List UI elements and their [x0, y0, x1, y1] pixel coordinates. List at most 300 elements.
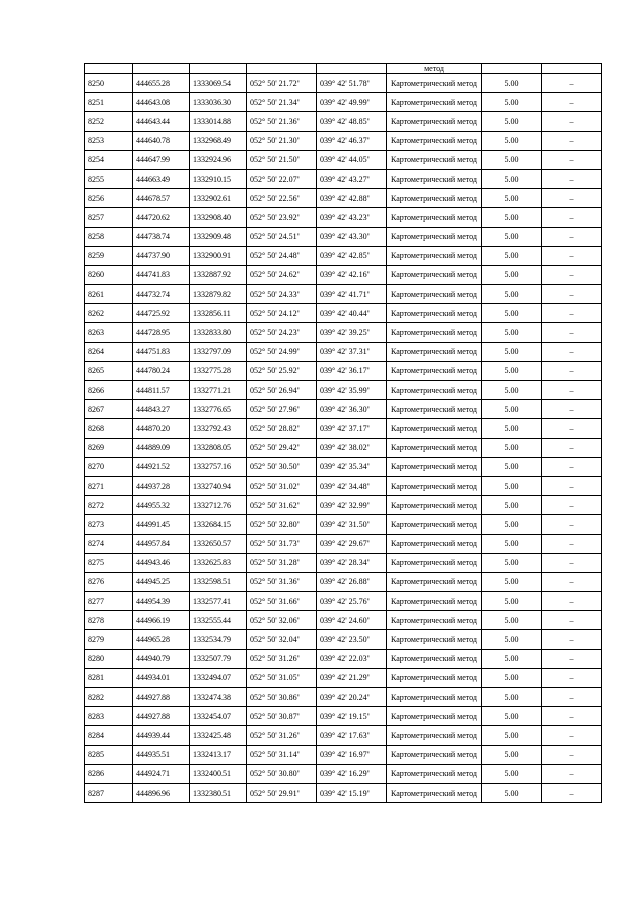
method-cell: Картометрический метод [387, 764, 482, 783]
latitude-cell: 052° 50' 23.92" [247, 208, 317, 227]
point-number-cell: 8271 [85, 476, 133, 495]
y-coordinate-cell: 1332740.94 [190, 476, 247, 495]
table-row [85, 668, 602, 687]
method-cell: Картометрический метод [387, 323, 482, 342]
method-cell: Картометрический метод [387, 131, 482, 150]
accuracy-cell: 5.00 [482, 169, 542, 188]
longitude-cell: 039° 42' 22.03" [317, 649, 387, 668]
x-coordinate-cell: 444921.52 [133, 457, 190, 476]
x-coordinate-cell: 444940.79 [133, 649, 190, 668]
x-coordinate-cell: 444935.51 [133, 745, 190, 764]
point-number-cell: 8280 [85, 649, 133, 668]
y-coordinate-cell: 1332684.15 [190, 515, 247, 534]
extra-cell: – [542, 227, 602, 246]
point-number-cell: 8260 [85, 265, 133, 284]
table-row [85, 726, 602, 745]
x-coordinate-cell: 444720.62 [133, 208, 190, 227]
latitude-cell: 052° 50' 24.48" [247, 246, 317, 265]
continuation-row [85, 64, 602, 74]
point-number-cell: 8265 [85, 361, 133, 380]
accuracy-cell: 5.00 [482, 285, 542, 304]
table-row [85, 169, 602, 188]
y-coordinate-cell: 1332924.96 [190, 150, 247, 169]
latitude-cell: 052° 50' 24.33" [247, 285, 317, 304]
table-row [85, 74, 602, 93]
x-coordinate-cell: 444943.46 [133, 553, 190, 572]
method-cell: Картометрический метод [387, 668, 482, 687]
point-number-cell: 8276 [85, 572, 133, 591]
extra-cell: – [542, 304, 602, 323]
point-number-cell: 8287 [85, 783, 133, 802]
cell-empty [542, 64, 602, 74]
method-cell: Картометрический метод [387, 726, 482, 745]
x-coordinate-cell: 444870.20 [133, 419, 190, 438]
table-row [85, 592, 602, 611]
table-row [85, 764, 602, 783]
accuracy-cell: 5.00 [482, 726, 542, 745]
longitude-cell: 039° 42' 37.31" [317, 342, 387, 361]
method-cell: Картометрический метод [387, 457, 482, 476]
method-cell: Картометрический метод [387, 265, 482, 284]
accuracy-cell: 5.00 [482, 592, 542, 611]
x-coordinate-cell: 444732.74 [133, 285, 190, 304]
longitude-cell: 039° 42' 31.50" [317, 515, 387, 534]
point-number-cell: 8269 [85, 438, 133, 457]
point-number-cell: 8273 [85, 515, 133, 534]
table-row [85, 611, 602, 630]
longitude-cell: 039° 42' 19.15" [317, 707, 387, 726]
accuracy-cell: 5.00 [482, 74, 542, 93]
x-coordinate-cell: 444643.44 [133, 112, 190, 131]
y-coordinate-cell: 1332413.17 [190, 745, 247, 764]
latitude-cell: 052° 50' 31.14" [247, 745, 317, 764]
x-coordinate-cell: 444737.90 [133, 246, 190, 265]
latitude-cell: 052° 50' 29.91" [247, 783, 317, 802]
point-number-cell: 8278 [85, 611, 133, 630]
latitude-cell: 052° 50' 31.26" [247, 726, 317, 745]
extra-cell: – [542, 419, 602, 438]
accuracy-cell: 5.00 [482, 246, 542, 265]
latitude-cell: 052° 50' 21.50" [247, 150, 317, 169]
table-row [85, 534, 602, 553]
latitude-cell: 052° 50' 21.34" [247, 93, 317, 112]
point-number-cell: 8255 [85, 169, 133, 188]
latitude-cell: 052° 50' 31.62" [247, 496, 317, 515]
method-cell: Картометрический метод [387, 476, 482, 495]
latitude-cell: 052° 50' 28.82" [247, 419, 317, 438]
point-number-cell: 8258 [85, 227, 133, 246]
accuracy-cell: 5.00 [482, 304, 542, 323]
accuracy-cell: 5.00 [482, 611, 542, 630]
y-coordinate-cell: 1332902.61 [190, 189, 247, 208]
x-coordinate-cell: 444643.08 [133, 93, 190, 112]
extra-cell: – [542, 764, 602, 783]
latitude-cell: 052° 50' 25.92" [247, 361, 317, 380]
longitude-cell: 039° 42' 35.99" [317, 381, 387, 400]
table-row [85, 361, 602, 380]
latitude-cell: 052° 50' 31.02" [247, 476, 317, 495]
y-coordinate-cell: 1333069.54 [190, 74, 247, 93]
extra-cell: – [542, 649, 602, 668]
longitude-cell: 039° 42' 28.34" [317, 553, 387, 572]
y-coordinate-cell: 1332808.05 [190, 438, 247, 457]
table-row [85, 457, 602, 476]
method-cell: Картометрический метод [387, 169, 482, 188]
x-coordinate-cell: 444966.19 [133, 611, 190, 630]
accuracy-cell: 5.00 [482, 707, 542, 726]
table-row [85, 745, 602, 764]
method-cell: Картометрический метод [387, 611, 482, 630]
y-coordinate-cell: 1332494.07 [190, 668, 247, 687]
point-number-cell: 8275 [85, 553, 133, 572]
y-coordinate-cell: 1332534.79 [190, 630, 247, 649]
y-coordinate-cell: 1332771.21 [190, 381, 247, 400]
table-row [85, 476, 602, 495]
extra-cell: – [542, 112, 602, 131]
accuracy-cell: 5.00 [482, 572, 542, 591]
accuracy-cell: 5.00 [482, 783, 542, 802]
latitude-cell: 052° 50' 24.62" [247, 265, 317, 284]
accuracy-cell: 5.00 [482, 131, 542, 150]
method-cell: Картометрический метод [387, 189, 482, 208]
latitude-cell: 052° 50' 32.04" [247, 630, 317, 649]
extra-cell: – [542, 515, 602, 534]
longitude-cell: 039° 42' 38.02" [317, 438, 387, 457]
extra-cell: – [542, 285, 602, 304]
latitude-cell: 052° 50' 21.36" [247, 112, 317, 131]
table-row [85, 93, 602, 112]
extra-cell: – [542, 668, 602, 687]
longitude-cell: 039° 42' 49.99" [317, 93, 387, 112]
extra-cell: – [542, 150, 602, 169]
method-cell: Картометрический метод [387, 496, 482, 515]
accuracy-cell: 5.00 [482, 476, 542, 495]
point-number-cell: 8252 [85, 112, 133, 131]
cell-empty [190, 64, 247, 74]
table-row [85, 707, 602, 726]
table-row [85, 323, 602, 342]
longitude-cell: 039° 42' 43.23" [317, 208, 387, 227]
method-cell: Картометрический метод [387, 93, 482, 112]
x-coordinate-cell: 444927.88 [133, 688, 190, 707]
extra-cell: – [542, 688, 602, 707]
method-cell: Картометрический метод [387, 707, 482, 726]
longitude-cell: 039° 42' 36.30" [317, 400, 387, 419]
y-coordinate-cell: 1332910.15 [190, 169, 247, 188]
y-coordinate-cell: 1332833.80 [190, 323, 247, 342]
x-coordinate-cell: 444955.32 [133, 496, 190, 515]
accuracy-cell: 5.00 [482, 649, 542, 668]
latitude-cell: 052° 50' 27.96" [247, 400, 317, 419]
accuracy-cell: 5.00 [482, 438, 542, 457]
x-coordinate-cell: 444843.27 [133, 400, 190, 419]
accuracy-cell: 5.00 [482, 112, 542, 131]
x-coordinate-cell: 444811.57 [133, 381, 190, 400]
table-row [85, 131, 602, 150]
table-row [85, 246, 602, 265]
table-row [85, 227, 602, 246]
extra-cell: – [542, 169, 602, 188]
point-number-cell: 8270 [85, 457, 133, 476]
extra-cell: – [542, 592, 602, 611]
table-row [85, 438, 602, 457]
y-coordinate-cell: 1332380.51 [190, 783, 247, 802]
extra-cell: – [542, 496, 602, 515]
extra-cell: – [542, 726, 602, 745]
x-coordinate-cell: 444896.96 [133, 783, 190, 802]
cell-empty [482, 64, 542, 74]
point-number-cell: 8286 [85, 764, 133, 783]
x-coordinate-cell: 444965.28 [133, 630, 190, 649]
x-coordinate-cell: 444939.44 [133, 726, 190, 745]
method-cell: Картометрический метод [387, 74, 482, 93]
longitude-cell: 039° 42' 42.16" [317, 265, 387, 284]
table-row [85, 285, 602, 304]
y-coordinate-cell: 1332425.48 [190, 726, 247, 745]
method-cell: Картометрический метод [387, 112, 482, 131]
method-cell: Картометрический метод [387, 649, 482, 668]
latitude-cell: 052° 50' 32.06" [247, 611, 317, 630]
accuracy-cell: 5.00 [482, 227, 542, 246]
method-cell: Картометрический метод [387, 208, 482, 227]
point-number-cell: 8279 [85, 630, 133, 649]
longitude-cell: 039° 42' 51.78" [317, 74, 387, 93]
method-cell: Картометрический метод [387, 745, 482, 764]
latitude-cell: 052° 50' 31.05" [247, 668, 317, 687]
method-cell: Картометрический метод [387, 150, 482, 169]
table-row [85, 112, 602, 131]
accuracy-cell: 5.00 [482, 381, 542, 400]
x-coordinate-cell: 444954.39 [133, 592, 190, 611]
y-coordinate-cell: 1332757.16 [190, 457, 247, 476]
longitude-cell: 039° 42' 43.30" [317, 227, 387, 246]
y-coordinate-cell: 1332879.82 [190, 285, 247, 304]
x-coordinate-cell: 444991.45 [133, 515, 190, 534]
accuracy-cell: 5.00 [482, 553, 542, 572]
longitude-cell: 039° 42' 34.48" [317, 476, 387, 495]
latitude-cell: 052° 50' 21.30" [247, 131, 317, 150]
latitude-cell: 052° 50' 30.50" [247, 457, 317, 476]
method-cell: Картометрический метод [387, 592, 482, 611]
y-coordinate-cell: 1333036.30 [190, 93, 247, 112]
accuracy-cell: 5.00 [482, 150, 542, 169]
point-number-cell: 8257 [85, 208, 133, 227]
x-coordinate-cell: 444927.88 [133, 707, 190, 726]
table-row [85, 630, 602, 649]
latitude-cell: 052° 50' 29.42" [247, 438, 317, 457]
extra-cell: – [542, 246, 602, 265]
accuracy-cell: 5.00 [482, 265, 542, 284]
accuracy-cell: 5.00 [482, 208, 542, 227]
y-coordinate-cell: 1332625.83 [190, 553, 247, 572]
longitude-cell: 039° 42' 23.50" [317, 630, 387, 649]
point-number-cell: 8250 [85, 74, 133, 93]
extra-cell: – [542, 630, 602, 649]
accuracy-cell: 5.00 [482, 668, 542, 687]
method-cell: Картометрический метод [387, 515, 482, 534]
table-row [85, 381, 602, 400]
table-body [85, 64, 602, 803]
cell-empty [247, 64, 317, 74]
method-cell: Картометрический метод [387, 227, 482, 246]
latitude-cell: 052° 50' 24.12" [247, 304, 317, 323]
latitude-cell: 052° 50' 30.86" [247, 688, 317, 707]
longitude-cell: 039° 42' 42.85" [317, 246, 387, 265]
point-number-cell: 8285 [85, 745, 133, 764]
point-number-cell: 8274 [85, 534, 133, 553]
longitude-cell: 039° 42' 17.63" [317, 726, 387, 745]
extra-cell: – [542, 208, 602, 227]
y-coordinate-cell: 1332474.38 [190, 688, 247, 707]
longitude-cell: 039° 42' 25.76" [317, 592, 387, 611]
coordinates-table [84, 63, 602, 803]
point-number-cell: 8277 [85, 592, 133, 611]
point-number-cell: 8256 [85, 189, 133, 208]
accuracy-cell: 5.00 [482, 93, 542, 112]
accuracy-cell: 5.00 [482, 496, 542, 515]
longitude-cell: 039° 42' 41.71" [317, 285, 387, 304]
table-row [85, 649, 602, 668]
latitude-cell: 052° 50' 24.51" [247, 227, 317, 246]
accuracy-cell: 5.00 [482, 745, 542, 764]
table-row [85, 189, 602, 208]
table-row [85, 419, 602, 438]
extra-cell: – [542, 534, 602, 553]
table-row [85, 304, 602, 323]
extra-cell: – [542, 572, 602, 591]
accuracy-cell: 5.00 [482, 342, 542, 361]
x-coordinate-cell: 444741.83 [133, 265, 190, 284]
x-coordinate-cell: 444738.74 [133, 227, 190, 246]
point-number-cell: 8259 [85, 246, 133, 265]
latitude-cell: 052° 50' 30.87" [247, 707, 317, 726]
table-row [85, 553, 602, 572]
extra-cell: – [542, 342, 602, 361]
x-coordinate-cell: 444751.83 [133, 342, 190, 361]
method-cell: Картометрический метод [387, 361, 482, 380]
y-coordinate-cell: 1332776.65 [190, 400, 247, 419]
accuracy-cell: 5.00 [482, 630, 542, 649]
extra-cell: – [542, 707, 602, 726]
table-row [85, 496, 602, 515]
point-number-cell: 8251 [85, 93, 133, 112]
point-number-cell: 8268 [85, 419, 133, 438]
method-cell: Картометрический метод [387, 304, 482, 323]
y-coordinate-cell: 1332900.91 [190, 246, 247, 265]
method-cell: Картометрический метод [387, 246, 482, 265]
cell-empty [85, 64, 133, 74]
latitude-cell: 052° 50' 22.07" [247, 169, 317, 188]
y-coordinate-cell: 1332712.76 [190, 496, 247, 515]
longitude-cell: 039° 42' 16.97" [317, 745, 387, 764]
extra-cell: – [542, 361, 602, 380]
x-coordinate-cell: 444934.01 [133, 668, 190, 687]
x-coordinate-cell: 444889.09 [133, 438, 190, 457]
longitude-cell: 039° 42' 32.99" [317, 496, 387, 515]
longitude-cell: 039° 42' 26.88" [317, 572, 387, 591]
point-number-cell: 8267 [85, 400, 133, 419]
longitude-cell: 039° 42' 43.27" [317, 169, 387, 188]
latitude-cell: 052° 50' 24.23" [247, 323, 317, 342]
x-coordinate-cell: 444678.57 [133, 189, 190, 208]
x-coordinate-cell: 444640.78 [133, 131, 190, 150]
x-coordinate-cell: 444725.92 [133, 304, 190, 323]
method-cell: Картометрический метод [387, 419, 482, 438]
accuracy-cell: 5.00 [482, 688, 542, 707]
point-number-cell: 8264 [85, 342, 133, 361]
accuracy-cell: 5.00 [482, 515, 542, 534]
accuracy-cell: 5.00 [482, 323, 542, 342]
x-coordinate-cell: 444924.71 [133, 764, 190, 783]
point-number-cell: 8254 [85, 150, 133, 169]
extra-cell: – [542, 783, 602, 802]
table-row [85, 265, 602, 284]
point-number-cell: 8283 [85, 707, 133, 726]
table-row [85, 783, 602, 802]
longitude-cell: 039° 42' 40.44" [317, 304, 387, 323]
x-coordinate-cell: 444663.49 [133, 169, 190, 188]
latitude-cell: 052° 50' 30.80" [247, 764, 317, 783]
extra-cell: – [542, 553, 602, 572]
point-number-cell: 8272 [85, 496, 133, 515]
accuracy-cell: 5.00 [482, 419, 542, 438]
accuracy-cell: 5.00 [482, 764, 542, 783]
point-number-cell: 8261 [85, 285, 133, 304]
method-cell: Картометрический метод [387, 438, 482, 457]
method-cell: Картометрический метод [387, 553, 482, 572]
extra-cell: – [542, 400, 602, 419]
y-coordinate-cell: 1333014.88 [190, 112, 247, 131]
y-coordinate-cell: 1332797.09 [190, 342, 247, 361]
latitude-cell: 052° 50' 31.66" [247, 592, 317, 611]
longitude-cell: 039° 42' 37.17" [317, 419, 387, 438]
accuracy-cell: 5.00 [482, 361, 542, 380]
continuation-method-cell: метод [387, 64, 482, 74]
latitude-cell: 052° 50' 22.56" [247, 189, 317, 208]
accuracy-cell: 5.00 [482, 400, 542, 419]
y-coordinate-cell: 1332598.51 [190, 572, 247, 591]
y-coordinate-cell: 1332909.48 [190, 227, 247, 246]
y-coordinate-cell: 1332650.57 [190, 534, 247, 553]
longitude-cell: 039° 42' 44.05" [317, 150, 387, 169]
extra-cell: – [542, 438, 602, 457]
extra-cell: – [542, 323, 602, 342]
method-cell: Картометрический метод [387, 381, 482, 400]
x-coordinate-cell: 444647.99 [133, 150, 190, 169]
x-coordinate-cell: 444655.28 [133, 74, 190, 93]
longitude-cell: 039° 42' 16.29" [317, 764, 387, 783]
latitude-cell: 052° 50' 31.73" [247, 534, 317, 553]
y-coordinate-cell: 1332856.11 [190, 304, 247, 323]
accuracy-cell: 5.00 [482, 189, 542, 208]
table-row [85, 342, 602, 361]
y-coordinate-cell: 1332908.40 [190, 208, 247, 227]
point-number-cell: 8282 [85, 688, 133, 707]
method-cell: Картометрический метод [387, 534, 482, 553]
latitude-cell: 052° 50' 31.28" [247, 553, 317, 572]
method-cell: Картометрический метод [387, 630, 482, 649]
method-cell: Картометрический метод [387, 342, 482, 361]
accuracy-cell: 5.00 [482, 534, 542, 553]
longitude-cell: 039° 42' 21.29" [317, 668, 387, 687]
point-number-cell: 8263 [85, 323, 133, 342]
y-coordinate-cell: 1332577.41 [190, 592, 247, 611]
longitude-cell: 039° 42' 15.19" [317, 783, 387, 802]
extra-cell: – [542, 476, 602, 495]
y-coordinate-cell: 1332454.07 [190, 707, 247, 726]
point-number-cell: 8281 [85, 668, 133, 687]
x-coordinate-cell: 444945.25 [133, 572, 190, 591]
